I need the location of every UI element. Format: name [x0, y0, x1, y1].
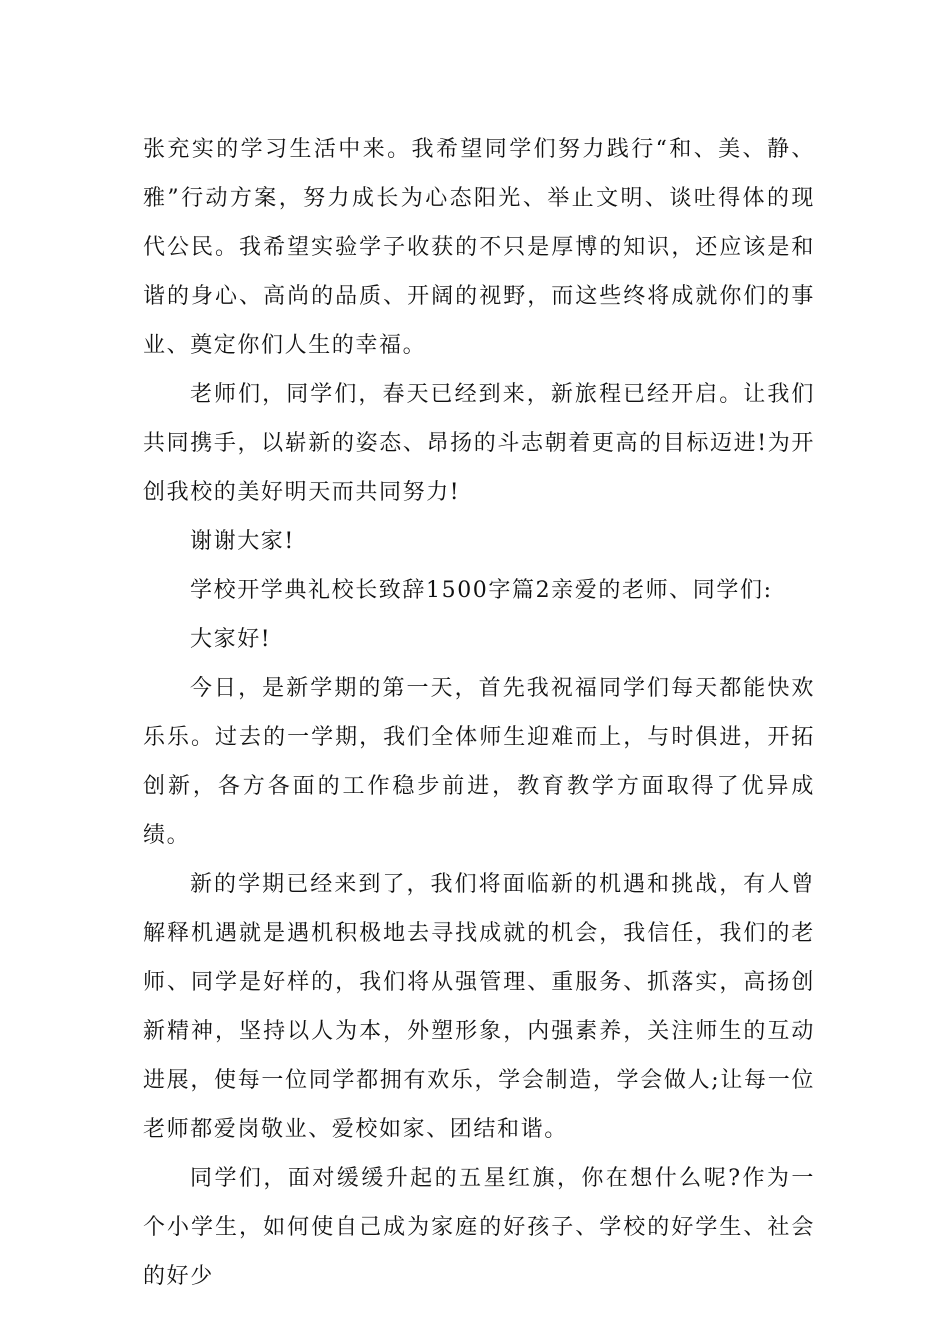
paragraph-5: 大家好!	[190, 627, 272, 652]
paragraph-6: 今日，是新学期的第一天，首先我祝福同学们每天都能快欢乐乐。过去的一学期，我们全体师生迎难而上，与时俱进，开拓创新，各方各面的工作稳步前进，教育教学方面取得了优异成绩。	[143, 676, 815, 848]
paragraph-3: 谢谢大家!	[190, 529, 295, 554]
document-body	[143, 125, 815, 1301]
paragraph-7: 新的学期已经来到了，我们将面临新的机遇和挑战，有人曾解释机遇就是遇机积极地去寻找成就的机会，我信任，我们的老师、同学是好样的，我们将从强管理、重服务、抓落实，高扬创新精神，坚持以人为本，外塑形象，内强素养，关注师生的互动进展，使每一位同学都拥有欢乐，学会制造，学会做人;让每一位老师都爱岗敬业、爱校如家、团结和谐。	[143, 872, 815, 1142]
paragraph-8: 同学们，面对缓缓升起的五星红旗，你在想什么呢?作为一个小学生，如何使自己成为家庭的好孩子、学校的好学生、社会的好少	[143, 1166, 815, 1289]
paragraph-2: 老师们，同学们，春天已经到来，新旅程已经开启。让我们共同携手，以崭新的姿态、昂扬的斗志朝着更高的目标迈进!为开创我校的美好明天而共同努力!	[143, 382, 815, 505]
paragraph-4: 学校开学典礼校长致辞1500字篇2亲爱的老师、同学们:	[190, 578, 773, 603]
paragraph-1: 张充实的学习生活中来。我希望同学们努力践行“和、美、静、雅”行动方案，努力成长为心态阳光、举止文明、谈吐得体的现代公民。我希望实验学子收获的不只是厚博的知识，还应该是和谐的身心、高尚的品质、开阔的视野，而这些终将成就你们的事业、奠定你们人生的幸福。	[143, 137, 815, 358]
